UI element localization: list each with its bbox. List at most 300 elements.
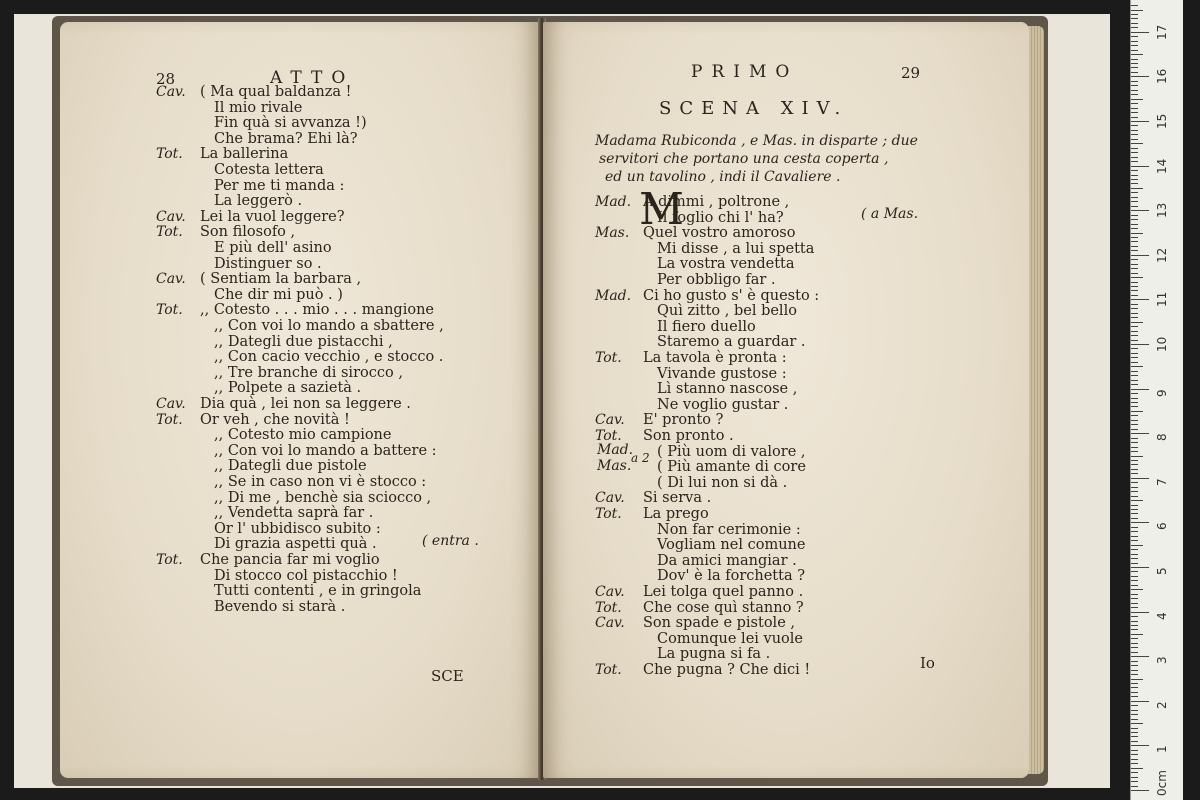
- ruler-tick: [1131, 152, 1138, 153]
- ruler-tick: [1131, 473, 1138, 474]
- speaker-label: Tot.: [156, 302, 183, 319]
- ruler-tick: [1131, 112, 1138, 113]
- ruler-tick: [1131, 625, 1138, 626]
- verse-line: Non far cerimonie :: [657, 521, 801, 538]
- ruler-tick: [1131, 72, 1138, 73]
- speaker-label: Cav.: [156, 396, 186, 412]
- ruler-tick: [1131, 433, 1149, 434]
- speaker-label: Cav.: [156, 271, 186, 288]
- ruler-tick: [1131, 331, 1138, 332]
- verse-line: ( Più amante di core: [657, 459, 806, 476]
- stage-aside: ( entra .: [422, 533, 479, 549]
- verse-line: ,, Vendetta saprà far .: [214, 505, 374, 522]
- verse-line: ,, Dategli due pistacchi ,: [214, 333, 393, 350]
- ruler-tick: [1131, 313, 1138, 314]
- ruler-unit-label: 0cm: [1155, 770, 1169, 796]
- verse-line: Lei la vuol leggere?: [200, 208, 345, 225]
- ruler-tick: [1131, 402, 1138, 403]
- running-head: PRIMO: [691, 62, 799, 82]
- ruler-tick: [1131, 679, 1143, 680]
- ruler-tick: [1131, 299, 1149, 300]
- ruler-tick: [1131, 500, 1143, 501]
- verse-line: La leggerò .: [214, 193, 303, 210]
- verse-line: Mi disse , a lui spetta: [657, 240, 815, 257]
- verse-line: Son filosofo ,: [200, 224, 296, 241]
- ruler-tick: [1131, 487, 1138, 488]
- ruler-tick: [1131, 594, 1138, 595]
- ruler-tick: [1131, 250, 1138, 251]
- measuring-ruler: [1130, 0, 1183, 800]
- ruler-tick: [1131, 228, 1138, 229]
- ruler-tick: [1131, 188, 1143, 189]
- verse-line: Che brama? Ehi là?: [214, 130, 358, 147]
- ruler-tick: [1131, 246, 1138, 247]
- ruler-number: 9: [1155, 388, 1169, 397]
- ruler-tick: [1131, 286, 1138, 287]
- verse-line: Da amici mangiar .: [657, 552, 797, 569]
- ruler-tick: [1131, 438, 1138, 439]
- verse-line: Di grazia aspetti quà .: [214, 536, 377, 553]
- speaker-label: Tot.: [595, 506, 622, 522]
- ruler-tick: [1131, 41, 1138, 42]
- speaker-label: Mas.: [595, 225, 630, 242]
- stage-direction-line: ed un tavolino , indi il Cavaliere .: [605, 169, 841, 185]
- verse-line: E più dell' asino: [214, 240, 332, 256]
- speaker-label: Mad.: [595, 287, 632, 304]
- scene-title: SCENA XIV.: [659, 98, 849, 119]
- ruler-tick: [1131, 491, 1138, 492]
- ruler-tick: [1131, 398, 1138, 399]
- verse-line: La ballerina: [200, 146, 289, 163]
- verse-line: ,, Dategli due pistole: [214, 458, 367, 475]
- ruler-tick: [1131, 36, 1138, 37]
- ruler-tick: [1131, 643, 1138, 644]
- ruler-tick: [1131, 750, 1138, 751]
- ruler-tick: [1131, 683, 1138, 684]
- speaker-label: Tot.: [156, 552, 183, 568]
- ruler-tick: [1131, 545, 1143, 546]
- ruler-tick: [1131, 710, 1138, 711]
- ruler-tick: [1131, 282, 1138, 283]
- verse-line: A dimmi , poltrone ,: [643, 194, 790, 210]
- ruler-tick: [1131, 290, 1138, 291]
- ruler-tick: [1131, 224, 1138, 225]
- ruler-tick: [1131, 121, 1149, 122]
- ruler-number: 11: [1155, 292, 1169, 308]
- ruler-tick: [1131, 157, 1138, 158]
- ruler-tick: [1131, 505, 1138, 506]
- ruler-tick: [1131, 134, 1138, 135]
- ruler-number: 10: [1155, 336, 1169, 352]
- verse-line: Che cose quì stanno ?: [643, 599, 804, 616]
- ruler-number: 13: [1155, 202, 1169, 219]
- ruler-tick: [1131, 777, 1138, 778]
- ruler-tick: [1131, 179, 1138, 180]
- ruler-tick: [1131, 696, 1138, 697]
- ruler-tick: [1131, 197, 1138, 198]
- verse-line: La vostra vendetta: [657, 256, 795, 273]
- ruler-tick: [1131, 277, 1143, 278]
- ruler-tick: [1131, 536, 1138, 537]
- verse-line: Il foglio chi l' ha?: [657, 209, 784, 226]
- ruler-tick: [1131, 741, 1138, 742]
- ruler-tick: [1131, 117, 1138, 118]
- verse-line: Il fiero duello: [657, 318, 756, 335]
- ruler-tick: [1131, 518, 1138, 519]
- ruler-tick: [1131, 563, 1138, 564]
- ruler-tick: [1131, 148, 1138, 149]
- ruler-tick: [1131, 469, 1138, 470]
- ruler-tick: [1131, 125, 1138, 126]
- drop-cap: M: [639, 184, 685, 235]
- speaker-label: Tot.: [156, 411, 183, 428]
- verse-line: Dov' è la forchetta ?: [657, 568, 805, 585]
- verse-line: Lei tolga quel panno .: [643, 584, 804, 600]
- ruler-tick: [1131, 674, 1138, 675]
- ruler-tick: [1131, 170, 1138, 171]
- verse-line: Quel vostro amoroso: [643, 225, 796, 242]
- ruler-tick: [1131, 759, 1138, 760]
- verse-line: Il mio rivale: [214, 99, 303, 116]
- ruler-tick: [1131, 175, 1138, 176]
- speaker-label: Cav.: [595, 412, 625, 429]
- ruler-number: 4: [1155, 611, 1169, 620]
- ruler-tick: [1131, 210, 1149, 211]
- ruler-tick: [1131, 241, 1138, 242]
- speaker-label: Tot.: [156, 146, 183, 163]
- duet-mark: a 2: [631, 451, 650, 465]
- ruler-tick: [1131, 45, 1138, 46]
- catchword: Io: [920, 654, 935, 672]
- ruler-tick: [1131, 634, 1143, 635]
- verse-line: Quì zitto , bel bello: [657, 303, 797, 320]
- ruler-tick: [1131, 451, 1138, 452]
- verse-line: Staremo a guardar .: [657, 334, 806, 351]
- ruler-tick: [1131, 237, 1138, 238]
- speaker-label: Tot.: [156, 224, 183, 241]
- ruler-tick: [1131, 259, 1138, 260]
- ruler-tick: [1131, 687, 1138, 688]
- ruler-tick: [1131, 456, 1143, 457]
- ruler-tick: [1131, 67, 1138, 68]
- ruler-tick: [1131, 273, 1138, 274]
- ruler-tick: [1131, 384, 1138, 385]
- verse-line: Vivande gustose :: [657, 365, 787, 382]
- ruler-tick: [1131, 701, 1149, 702]
- stage-direction: [595, 132, 995, 186]
- speaker-label: Mad.: [595, 194, 632, 210]
- ruler-tick: [1131, 558, 1138, 559]
- ruler-tick: [1131, 786, 1138, 787]
- ruler-number: 7: [1155, 478, 1169, 486]
- ruler-tick: [1131, 295, 1138, 296]
- ruler-tick: [1131, 215, 1138, 216]
- ruler-tick: [1131, 99, 1143, 100]
- ruler-tick: [1131, 10, 1143, 11]
- running-head: ATTO: [270, 68, 355, 88]
- verse-line: Dia quà , lei non sa leggere .: [200, 396, 411, 412]
- ruler-tick: [1131, 268, 1138, 269]
- ruler-tick: [1131, 576, 1138, 577]
- ruler-tick: [1131, 32, 1149, 33]
- speaker-label: Tot.: [595, 350, 622, 366]
- left-page: [60, 22, 540, 778]
- ruler-tick: [1131, 571, 1138, 572]
- verse-line: Ne voglio gustar .: [657, 396, 789, 413]
- ruler-tick: [1131, 647, 1138, 648]
- speaker-label: Tot.: [595, 428, 622, 444]
- ruler-tick: [1131, 705, 1138, 706]
- ruler-tick: [1131, 460, 1138, 461]
- ruler-tick: [1131, 393, 1138, 394]
- duet-speaker: Mas.: [597, 458, 632, 474]
- verse-line: Che pugna ? Che dici !: [643, 662, 811, 678]
- ruler-tick: [1131, 389, 1149, 390]
- ruler-tick: [1131, 621, 1138, 622]
- stage-direction-line: servitori che portano una cesta coperta ,: [599, 151, 889, 167]
- ruler-number: 16: [1155, 69, 1169, 85]
- ruler-number: 2: [1155, 701, 1169, 709]
- ruler-tick: [1131, 531, 1138, 532]
- verse-line: Si serva .: [643, 490, 712, 507]
- ruler-tick: [1131, 366, 1143, 367]
- ruler-tick: [1131, 527, 1138, 528]
- ruler-tick: [1131, 264, 1138, 265]
- ruler-tick: [1131, 567, 1149, 568]
- verse-line: ,, Cotesto mio campione: [214, 427, 392, 444]
- ruler-tick: [1131, 763, 1138, 764]
- ruler-tick: [1131, 656, 1149, 657]
- ruler-tick: [1131, 585, 1138, 586]
- ruler-tick: [1131, 714, 1138, 715]
- verse-line: La tavola è pronta :: [643, 350, 787, 366]
- ruler-tick: [1131, 629, 1138, 630]
- ruler-tick: [1131, 429, 1138, 430]
- right-page: [543, 22, 1029, 778]
- verse-line: Comunque lei vuole: [657, 630, 804, 647]
- ruler-tick: [1131, 719, 1138, 720]
- ruler-tick: [1131, 478, 1149, 479]
- ruler-tick: [1131, 317, 1138, 318]
- ruler-tick: [1131, 344, 1149, 345]
- ruler-tick: [1131, 326, 1138, 327]
- ruler-tick: [1131, 447, 1138, 448]
- ruler-tick: [1131, 732, 1138, 733]
- ruler-tick: [1131, 598, 1138, 599]
- speaker-label: Cav.: [595, 615, 625, 632]
- ruler-tick: [1131, 420, 1138, 421]
- ruler-tick: [1131, 143, 1143, 144]
- ruler-tick: [1131, 14, 1138, 15]
- ruler-tick: [1131, 76, 1149, 77]
- ruler-tick: [1131, 768, 1143, 769]
- verse-line: ( Di lui non si dà .: [657, 474, 788, 491]
- verse-line: Per obbligo far .: [657, 272, 776, 288]
- ruler-tick: [1131, 206, 1138, 207]
- ruler-tick: [1131, 183, 1138, 184]
- verse-line: ( Sentiam la barbara ,: [200, 271, 362, 288]
- ruler-tick: [1131, 81, 1138, 82]
- verse-line: ,, Con cacio vecchio , e stocco .: [214, 349, 444, 366]
- ruler-number: 17: [1155, 24, 1169, 40]
- ruler-tick: [1131, 754, 1138, 755]
- ruler-tick: [1131, 612, 1149, 613]
- ruler-tick: [1131, 589, 1143, 590]
- verse-line: ( Più uom di valore ,: [657, 443, 806, 460]
- ruler-tick: [1131, 772, 1138, 773]
- ruler-tick: [1131, 353, 1138, 354]
- ruler-tick: [1131, 652, 1138, 653]
- ruler-tick: [1131, 411, 1143, 412]
- verse-line: Son spade e pistole ,: [643, 615, 795, 632]
- ruler-tick: [1131, 192, 1138, 193]
- ruler-tick: [1131, 201, 1138, 202]
- ruler-tick: [1131, 322, 1143, 323]
- ruler-number: 12: [1155, 247, 1169, 263]
- ruler-tick: [1131, 513, 1138, 514]
- ruler-number: 1: [1155, 745, 1169, 754]
- verse-line: ,, Con voi lo mando a battere :: [214, 442, 437, 459]
- verse-line: La prego: [643, 506, 709, 522]
- ruler-tick: [1131, 509, 1138, 510]
- ruler-tick: [1131, 442, 1138, 443]
- speaker-label: Cav.: [595, 490, 625, 507]
- ruler-tick: [1131, 90, 1138, 91]
- ruler-tick: [1131, 335, 1138, 336]
- speaker-label: Cav.: [156, 84, 186, 100]
- verse-line: E' pronto ?: [643, 412, 724, 429]
- ruler-tick: [1131, 348, 1138, 349]
- verse-line: Tutti contenti , e in gringola: [214, 583, 422, 600]
- ruler-number: 6: [1155, 522, 1169, 531]
- ruler-tick: [1131, 781, 1138, 782]
- ruler-tick: [1131, 304, 1138, 305]
- ruler-tick: [1131, 603, 1138, 604]
- ruler-tick: [1131, 482, 1138, 483]
- verse-line: Che dir mi può . ): [214, 286, 343, 303]
- ruler-tick: [1131, 522, 1149, 523]
- ruler-tick: [1131, 424, 1138, 425]
- ruler-tick: [1131, 50, 1138, 51]
- verse-line: Bevendo si starà .: [214, 598, 346, 615]
- ruler-tick: [1131, 790, 1149, 791]
- verse-line: La pugna si fa .: [657, 646, 771, 663]
- ruler-tick: [1131, 219, 1138, 220]
- verse-line: Ci ho gusto s' è questo :: [643, 287, 820, 304]
- ruler-tick: [1131, 616, 1138, 617]
- ruler-tick: [1131, 233, 1143, 234]
- verse-line: Son pronto .: [643, 428, 734, 444]
- verse-line: Vogliam nel comune: [657, 537, 806, 554]
- verse-line: Or veh , che novità !: [200, 411, 350, 428]
- ruler-tick: [1131, 54, 1143, 55]
- ruler-tick: [1131, 607, 1138, 608]
- ruler-tick: [1131, 692, 1138, 693]
- ruler-tick: [1131, 406, 1138, 407]
- verse-line: Distinguer so .: [214, 255, 322, 272]
- page-number: 29: [901, 64, 921, 82]
- ruler-tick: [1131, 661, 1138, 662]
- verse-line: ( Ma qual baldanza !: [200, 84, 352, 100]
- ruler-tick: [1131, 728, 1138, 729]
- ruler-tick: [1131, 103, 1138, 104]
- verse-line: Or l' ubbidisco subito :: [214, 520, 381, 537]
- ruler-tick: [1131, 638, 1138, 639]
- ruler-tick: [1131, 745, 1149, 746]
- ruler-tick: [1131, 464, 1138, 465]
- speaker-label: Cav.: [156, 208, 186, 225]
- verse-line: Lì stanno nascose ,: [657, 381, 798, 398]
- ruler-number: 8: [1155, 433, 1169, 442]
- ruler-number: 15: [1155, 113, 1169, 129]
- stage-direction-line: Madama Rubiconda , e Mas. in disparte ; due: [595, 133, 918, 149]
- ruler-tick: [1131, 375, 1138, 376]
- ruler-tick: [1131, 362, 1138, 363]
- catchword: SCE: [431, 667, 464, 685]
- ruler-tick: [1131, 94, 1138, 95]
- ruler-tick: [1131, 85, 1138, 86]
- ruler-tick: [1131, 63, 1138, 64]
- verse-line: ,, Se in caso non vi è stocco :: [214, 474, 427, 490]
- ruler-tick: [1131, 5, 1138, 6]
- ruler-tick: [1131, 308, 1138, 309]
- verse-line: ,, Con voi lo mando a sbattere ,: [214, 318, 444, 334]
- ruler-tick: [1131, 549, 1138, 550]
- ruler-tick: [1131, 23, 1138, 24]
- verse-line: ,, Polpete a sazietà .: [214, 380, 362, 397]
- verse-line: ,, Di me , benchè sia sciocco ,: [214, 489, 432, 506]
- ruler-tick: [1131, 340, 1138, 341]
- verse-line: Che pancia far mi voglio: [200, 552, 380, 568]
- ruler-tick: [1131, 554, 1138, 555]
- stage-aside: ( a Mas.: [861, 206, 919, 222]
- ruler-number: 14: [1155, 158, 1169, 174]
- ruler-tick: [1131, 670, 1138, 671]
- ruler-tick: [1131, 18, 1138, 19]
- ruler-tick: [1131, 255, 1149, 256]
- ruler-tick: [1131, 665, 1138, 666]
- ruler-number: 5: [1155, 567, 1169, 575]
- ruler-tick: [1131, 139, 1138, 140]
- ruler-tick: [1131, 415, 1138, 416]
- ruler-tick: [1131, 723, 1143, 724]
- ruler-tick: [1131, 130, 1138, 131]
- speaker-label: Cav.: [595, 584, 625, 600]
- ruler-tick: [1131, 357, 1138, 358]
- speaker-label: Tot.: [595, 662, 622, 678]
- duet-speaker: Mad.: [597, 442, 634, 458]
- ruler-tick: [1131, 59, 1138, 60]
- ruler-tick: [1131, 108, 1138, 109]
- verse-line: Cotesta lettera: [214, 162, 324, 178]
- verse-line: ,, Cotesto . . . mio . . . mangione: [200, 302, 435, 319]
- verse-line: Fin quà si avvanza !): [214, 115, 367, 132]
- verse-line: ,, Tre branche di sirocco ,: [214, 364, 403, 381]
- ruler-tick: [1131, 496, 1138, 497]
- ruler-tick: [1131, 166, 1149, 167]
- verse-line: Di stocco col pistacchio !: [214, 567, 398, 584]
- page-number: 28: [156, 70, 176, 88]
- ruler-tick: [1131, 736, 1138, 737]
- ruler-tick: [1131, 580, 1138, 581]
- ruler-tick: [1131, 27, 1138, 28]
- speaker-label: Tot.: [595, 599, 622, 616]
- ruler-tick: [1131, 371, 1138, 372]
- ruler-tick: [1131, 380, 1138, 381]
- ruler-tick: [1131, 540, 1138, 541]
- ruler-number: 3: [1155, 656, 1169, 665]
- ruler-tick: [1131, 161, 1138, 162]
